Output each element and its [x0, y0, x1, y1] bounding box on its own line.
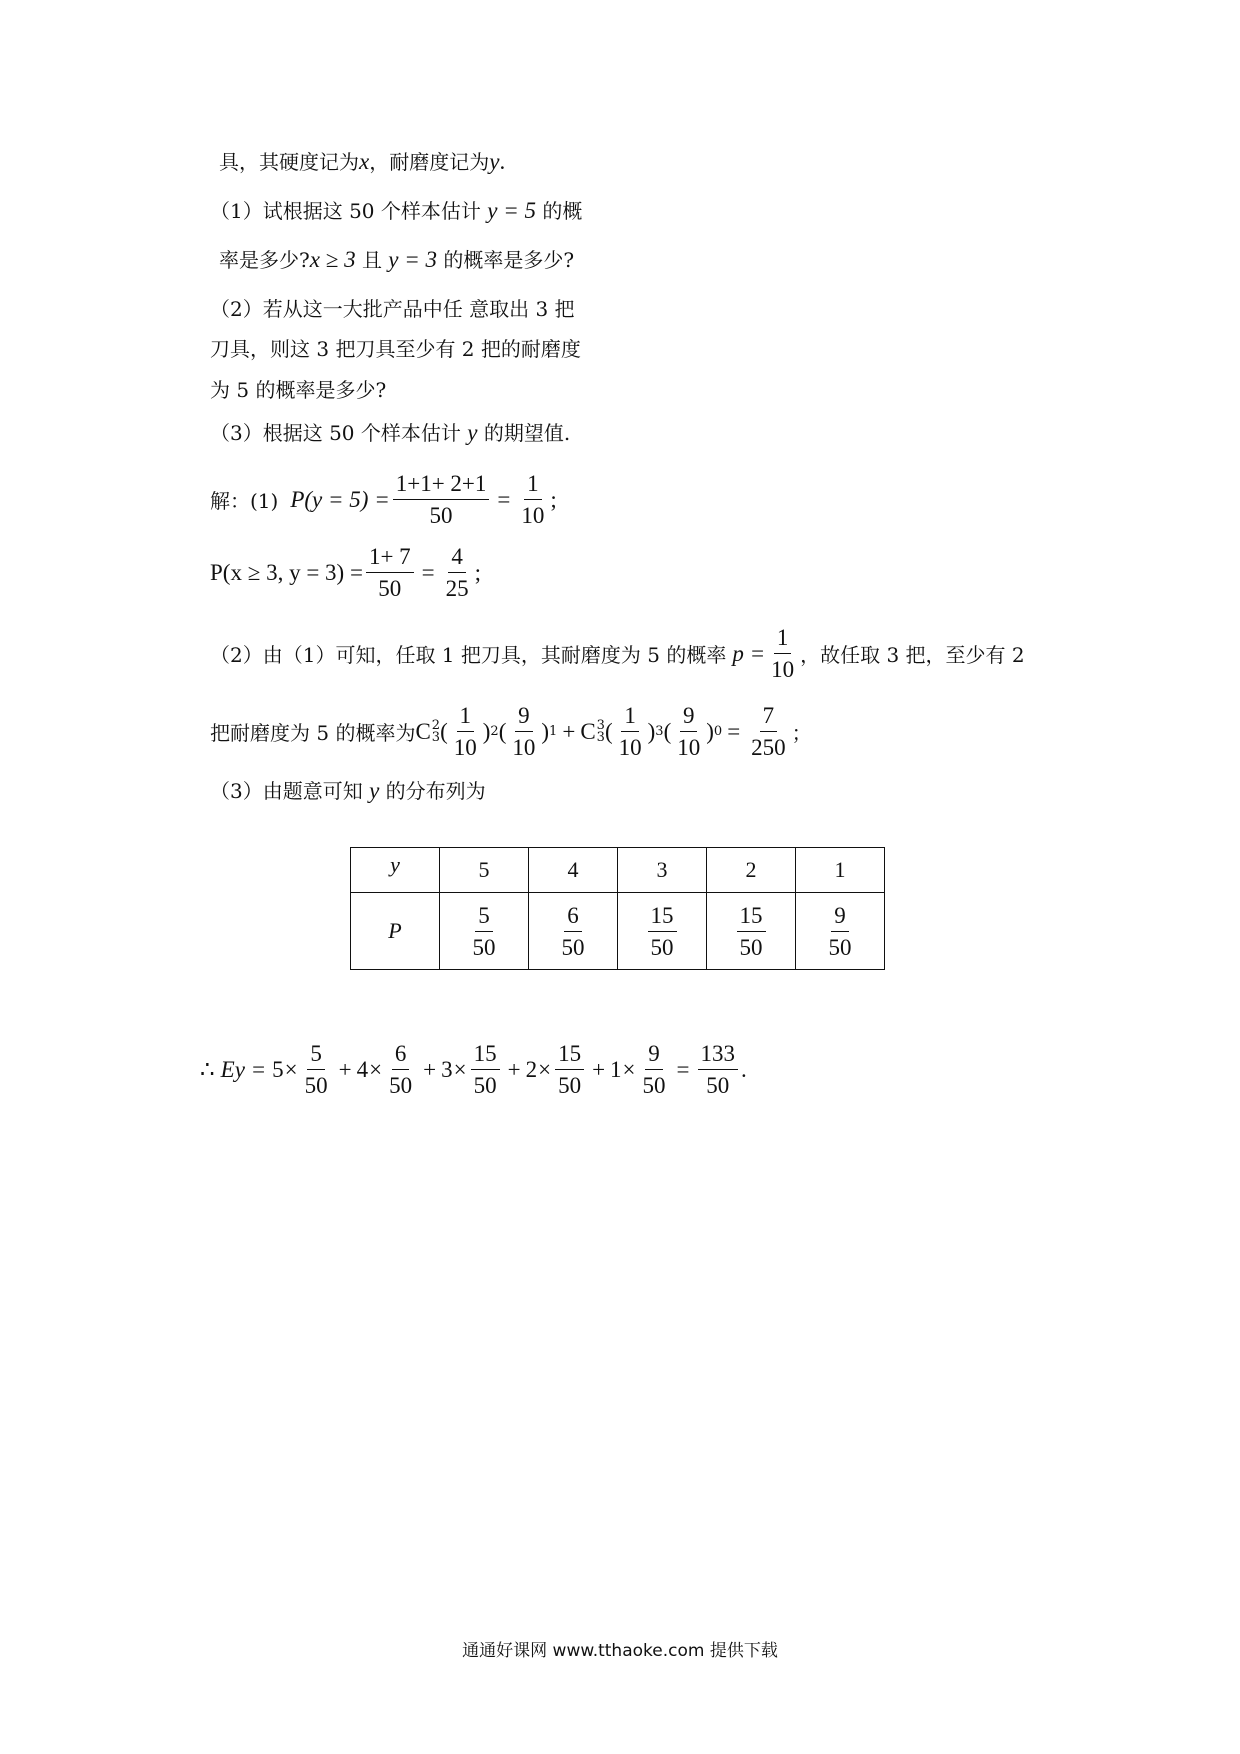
fraction — [555, 1040, 584, 1099]
plus-sign: + — [423, 1056, 437, 1082]
term-coefficient: 3 — [441, 1056, 453, 1082]
table-cell: 1 — [796, 848, 885, 893]
table-cell — [707, 893, 796, 970]
table-cell: 4 — [529, 848, 618, 893]
times-sign: × — [369, 1056, 383, 1082]
fraction — [640, 1040, 669, 1099]
fraction: $\frac{1}{10}$ — [771, 625, 795, 682]
denominator: 50 — [473, 1073, 497, 1098]
denominator: 50 — [304, 1073, 328, 1098]
table-cell — [796, 893, 885, 970]
numerator: 9 — [645, 1040, 663, 1070]
table-cell — [529, 893, 618, 970]
table-header-y: y — [351, 848, 440, 893]
expectation-terms — [266, 1040, 671, 1099]
denominator: 50 — [558, 1073, 582, 1098]
times-sign: × — [453, 1056, 467, 1082]
table-header-p: P — [351, 893, 440, 970]
combination-index: 2 3 — [431, 717, 441, 745]
fraction: $\frac{5}{50}$ — [472, 902, 496, 960]
term-coefficient: 4 — [356, 1056, 369, 1082]
plus-sign: + — [338, 1056, 352, 1082]
fraction: $\frac{1}{10}$ — [521, 471, 545, 528]
fraction: $\frac{9}{50}$ — [828, 902, 852, 960]
fraction — [386, 1040, 415, 1099]
question-2-line-2: 刀具，则这 3 把刀具至少有 2 把的耐磨度 — [210, 337, 581, 361]
plus-sign: + — [507, 1056, 521, 1082]
term-coefficient: 5 — [272, 1056, 284, 1082]
fraction: $\frac{7}{250}$ — [751, 703, 786, 760]
fraction: $\frac{1}{10}$ — [618, 703, 642, 760]
combination-index: 3 3 — [596, 717, 605, 745]
fraction: $\frac{4}{25}$ — [445, 544, 469, 601]
fraction — [302, 1040, 331, 1099]
fraction: $\frac{133}{50}$ — [698, 1040, 739, 1099]
table-row-values — [351, 848, 885, 893]
fraction: $\frac{9}{10}$ — [512, 703, 536, 760]
fraction: $\frac{15}{50}$ — [737, 902, 766, 961]
question-3-line: （3）根据这 50 个样本估计 y 的期望值. — [210, 420, 571, 445]
fraction: $\frac{15}{50}$ — [648, 902, 677, 961]
expectation-formula: ∴ Ey = 5 × $\frac{5}{50}$ + 4 × $\frac{6}{50}$ + 3 × $\frac{15}{50}$ + 2 × $\frac{15}{50}$ + 1 × $\frac{9}{50}$ = $\frac{133}{50}$ . — [200, 1041, 747, 1098]
times-sign: × — [622, 1056, 636, 1082]
solution-part-3-intro: （3）由题意可知 y 的分布列为 — [210, 778, 486, 803]
table-row-probabilities — [351, 893, 885, 970]
solution-part-2-line-2: 把耐磨度为 5 的概率为 C 2 3 ( $\frac{1}{10}$ ) 2 ( $\frac{9}{10}$ ) 1 + C 3 3 ( $\frac{1}{10}$ ) 3 ( $\frac{9}{10}$ ) 0 = $\frac{7}{250}$ ； — [210, 703, 812, 760]
page-footer: 通通好课网 www.tthaoke.com 提供下载 — [462, 1641, 778, 1661]
fraction: $\frac{6}{50}$ — [561, 902, 585, 960]
solution-part-2-line-1: （2）由（1）可知，任取 1 把刀具，其耐磨度为 5 的概率 p = $\frac{1}{10}$ ，故任取 3 把，至少有 2 — [210, 625, 1025, 682]
table-cell: 2 — [707, 848, 796, 893]
distribution-table — [350, 847, 885, 970]
table-cell: 5 — [440, 848, 529, 893]
fraction: $\frac{1+ 7}{50}$ — [366, 543, 414, 602]
table-cell — [618, 893, 707, 970]
numerator: 15 — [555, 1040, 584, 1070]
question-1-line-2: 率是多少?x ≥ 3 且 y = 3 的概率是多少? — [219, 247, 575, 272]
solution-p-x3-y3: P(x ≥ 3, y = 3) = $\frac{1+ 7}{50}$ = $\frac{4}{25}$ ; — [210, 544, 482, 601]
solution-p-y5: 解：(1) P(y = 5) = $\frac{1+1+ 2+1}{50}$ = $\frac{1}{10}$ ; — [210, 471, 557, 528]
question-2-line-3: 为 5 的概率是多少? — [210, 378, 387, 402]
fraction — [471, 1040, 500, 1099]
denominator: 50 — [642, 1073, 666, 1098]
table-cell: 3 — [618, 848, 707, 893]
problem-line-1: 具，其硬度记为x，耐磨度记为y. — [219, 149, 506, 174]
term-coefficient: 2 — [525, 1056, 538, 1082]
times-sign: × — [538, 1056, 552, 1082]
denominator: 50 — [389, 1073, 413, 1098]
question-1-line-1: （1）试根据这 50 个样本估计 y = 5 的概 — [210, 198, 583, 223]
term-coefficient: 1 — [610, 1056, 622, 1082]
plus-sign: + — [592, 1056, 606, 1082]
question-2-line-1: （2）若从这一大批产品中任 意取出 3 把 — [210, 297, 575, 321]
numerator: 6 — [392, 1040, 410, 1070]
table-cell — [440, 893, 529, 970]
numerator: 5 — [307, 1040, 325, 1070]
numerator: 15 — [471, 1040, 500, 1070]
times-sign: × — [284, 1056, 298, 1082]
fraction: $\frac{1}{10}$ — [453, 703, 477, 760]
fraction: $\frac{9}{10}$ — [677, 703, 701, 760]
fraction: $\frac{1+1+ 2+1}{50}$ — [393, 470, 490, 529]
